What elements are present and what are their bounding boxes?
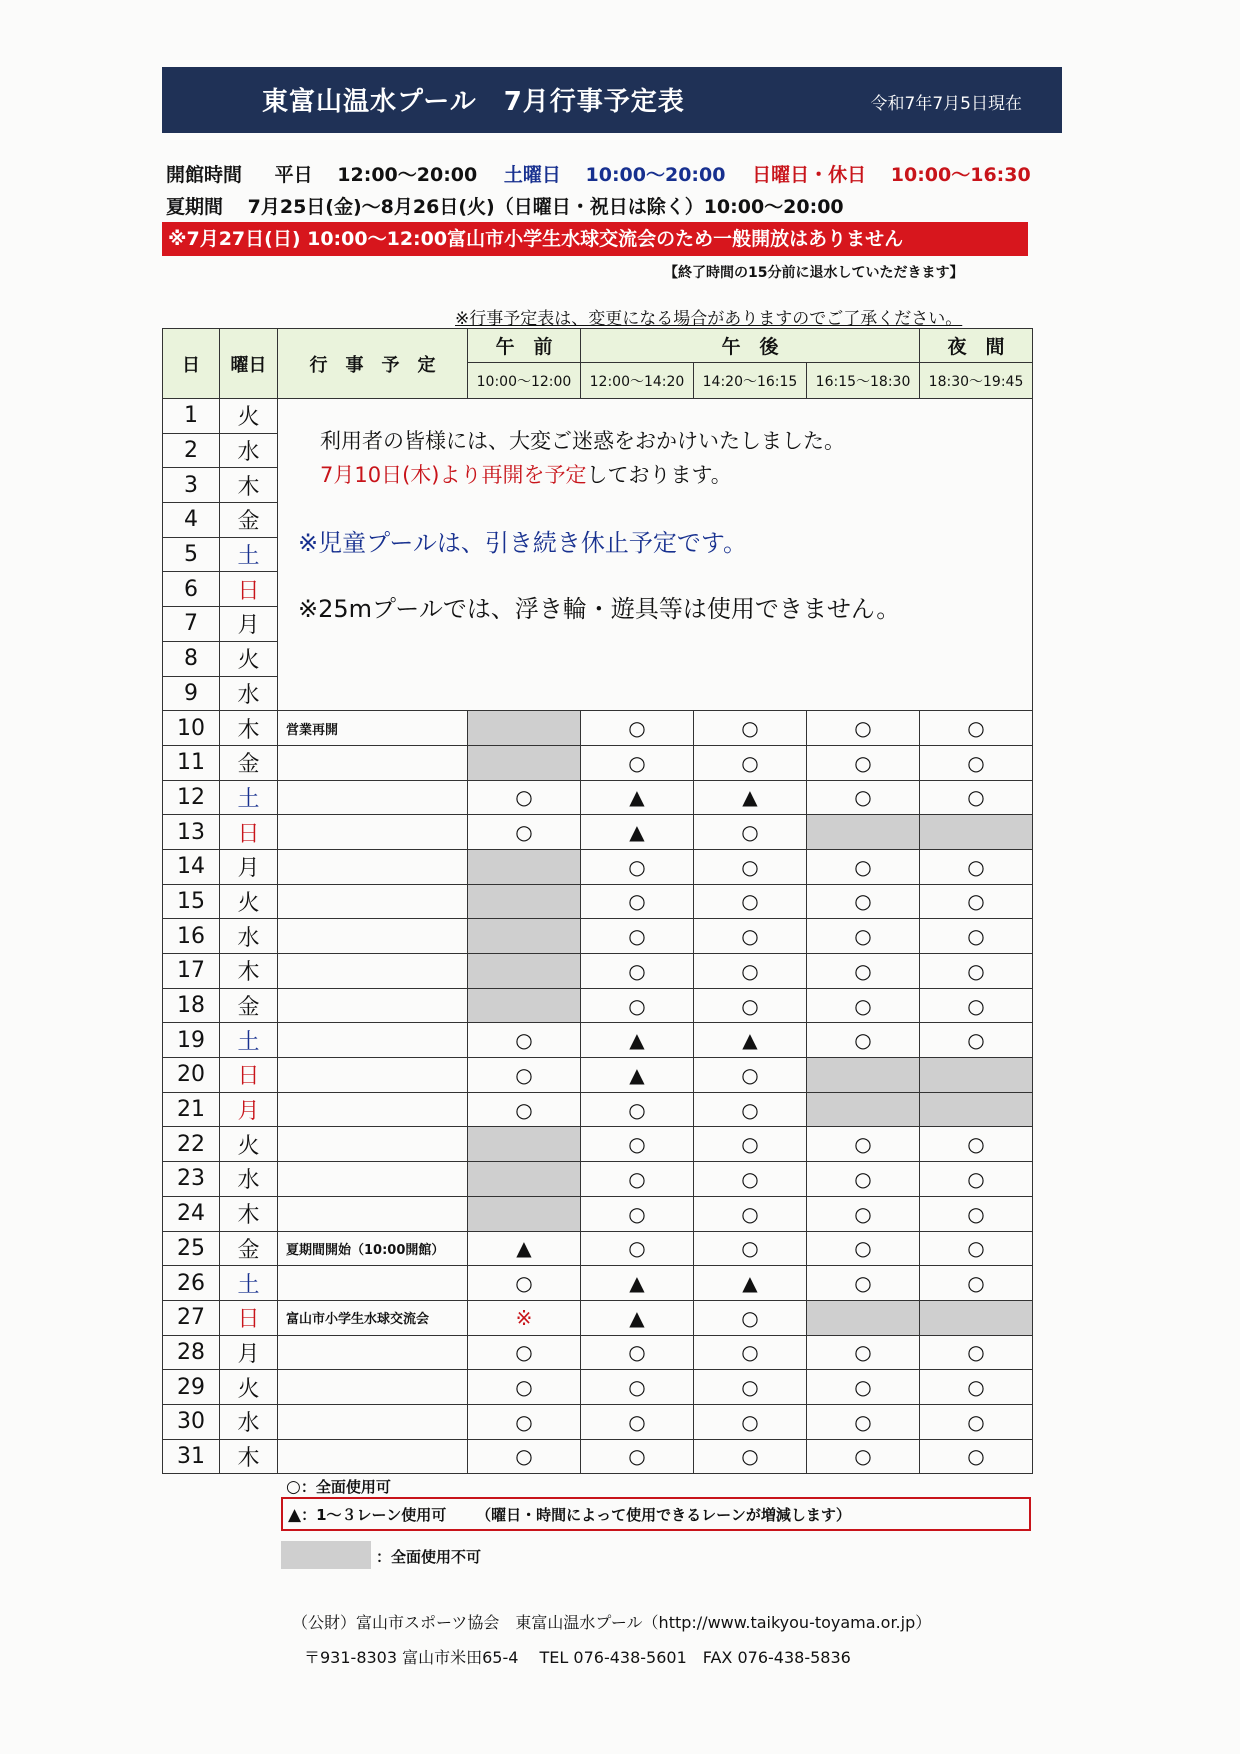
weekday-cell: 土	[220, 537, 278, 572]
slot-available: ○	[920, 711, 1033, 746]
table-row	[163, 1058, 1033, 1093]
slot-available: ○	[581, 1370, 694, 1405]
event-cell	[278, 1162, 468, 1197]
hours-label: 開館時間	[166, 164, 243, 186]
slot-available: ○	[468, 1439, 581, 1474]
slot-unavailable	[468, 1196, 581, 1231]
slot-partial: ▲	[581, 1266, 694, 1301]
slot-available: ○	[807, 1370, 920, 1405]
day-cell: 2	[163, 433, 220, 468]
summer-text: 7月25日(金)～8月26日(火)（日曜日・祝日は除く）10:00～20:00	[247, 196, 844, 218]
weekday-cell: 日	[220, 1300, 278, 1335]
slot-available: ○	[581, 1092, 694, 1127]
day-cell: 23	[163, 1162, 220, 1197]
table-row	[163, 1023, 1033, 1058]
day-cell: 13	[163, 815, 220, 850]
slot-available: ○	[468, 1404, 581, 1439]
table-row	[163, 1196, 1033, 1231]
slot-available: ○	[807, 1023, 920, 1058]
event-cell	[278, 919, 468, 954]
slot-available: ○	[468, 1092, 581, 1127]
slot-available: ○	[920, 849, 1033, 884]
slot-partial: ▲	[694, 1023, 807, 1058]
event-cell	[278, 849, 468, 884]
slot-available: ○	[581, 1231, 694, 1266]
slot-available: ○	[807, 884, 920, 919]
table-row	[163, 1231, 1033, 1266]
weekday-cell: 水	[220, 433, 278, 468]
day-cell: 11	[163, 745, 220, 780]
slot-available: ○	[807, 711, 920, 746]
day-cell: 25	[163, 1231, 220, 1266]
slot-available: ○	[694, 1300, 807, 1335]
slot-unavailable	[807, 1300, 920, 1335]
slot-available: ○	[694, 1127, 807, 1162]
weekday-cell: 木	[220, 954, 278, 989]
table-row	[163, 1162, 1033, 1197]
event-cell	[278, 1335, 468, 1370]
weekday-cell: 金	[220, 503, 278, 538]
slot-partial: ▲	[694, 780, 807, 815]
event-cell: 夏期間開始（10:00開館）	[278, 1231, 468, 1266]
weekday-cell: 月	[220, 607, 278, 642]
event-cell	[278, 1439, 468, 1474]
legend-gray-swatch	[281, 1541, 371, 1569]
table-row	[163, 1300, 1033, 1335]
day-cell: 26	[163, 1266, 220, 1301]
saturday-time: 10:00～20:00	[585, 164, 726, 186]
day-cell: 1	[163, 399, 220, 434]
col-header-afternoon: 午 後	[581, 329, 920, 363]
slot-available: ○	[920, 884, 1033, 919]
day-cell: 17	[163, 954, 220, 989]
day-cell: 12	[163, 780, 220, 815]
event-cell	[278, 1404, 468, 1439]
slot-available: ○	[920, 1404, 1033, 1439]
weekday-cell: 火	[220, 399, 278, 434]
slot-available: ○	[807, 849, 920, 884]
slot-available: ○	[920, 1127, 1033, 1162]
slot-available: ○	[920, 1231, 1033, 1266]
day-cell: 27	[163, 1300, 220, 1335]
weekday-cell: 木	[220, 711, 278, 746]
slot-partial: ▲	[468, 1231, 581, 1266]
table-row	[163, 815, 1033, 850]
table-row	[163, 988, 1033, 1023]
event-cell	[278, 745, 468, 780]
table-row	[163, 745, 1033, 780]
col-header-event: 行 事 予 定	[278, 329, 468, 399]
slot-available: ○	[920, 919, 1033, 954]
slot-available: ○	[581, 849, 694, 884]
event-cell	[278, 780, 468, 815]
weekday-cell: 月	[220, 849, 278, 884]
slot-available: ○	[581, 1439, 694, 1474]
day-cell: 30	[163, 1404, 220, 1439]
slot-available: ○	[468, 815, 581, 850]
slot-unavailable	[468, 988, 581, 1023]
slot-available: ○	[920, 1266, 1033, 1301]
weekday-cell: 火	[220, 884, 278, 919]
notice-line-2-rest: しております。	[586, 463, 732, 487]
day-cell: 20	[163, 1058, 220, 1093]
slot-available: ○	[581, 954, 694, 989]
day-cell: 4	[163, 503, 220, 538]
event-cell	[278, 1092, 468, 1127]
table-row	[163, 1370, 1033, 1405]
notice-reopen-date: 7月10日(木)より再開を予定	[320, 463, 587, 487]
legend-triangle	[288, 1504, 851, 1525]
slot-available: ○	[694, 954, 807, 989]
weekday-cell: 水	[220, 1404, 278, 1439]
weekday-cell: 木	[220, 468, 278, 503]
weekday-cell: 日	[220, 572, 278, 607]
event-cell: 富山市小学生水球交流会	[278, 1300, 468, 1335]
event-cell: 営業再開	[278, 711, 468, 746]
weekday-cell: 水	[220, 1162, 278, 1197]
table-row	[163, 1404, 1033, 1439]
saturday-label: 土曜日	[503, 164, 561, 186]
weekday-cell: 金	[220, 745, 278, 780]
weekday-cell: 木	[220, 1196, 278, 1231]
table-row	[163, 711, 1033, 746]
slot-available: ○	[807, 919, 920, 954]
slot-available: ○	[807, 1127, 920, 1162]
schedule-table	[162, 328, 1033, 1474]
slot-header-5: 18:30～19:45	[920, 363, 1033, 399]
slot-header-3: 14:20～16:15	[694, 363, 807, 399]
slot-partial: ▲	[581, 1058, 694, 1093]
slot-available: ○	[581, 919, 694, 954]
table-row	[163, 1335, 1033, 1370]
sunday-time: 10:00～16:30	[890, 164, 1031, 186]
slot-unavailable	[920, 1092, 1033, 1127]
slot-available: ○	[694, 1231, 807, 1266]
slot-available: ○	[694, 1404, 807, 1439]
slot-partial: ▲	[581, 780, 694, 815]
col-header-night: 夜 間	[920, 329, 1033, 363]
slot-available: ○	[694, 1335, 807, 1370]
slot-available: ○	[807, 1162, 920, 1197]
slot-available: ○	[807, 780, 920, 815]
slot-unavailable	[468, 884, 581, 919]
table-row	[163, 399, 1033, 434]
slot-available: ○	[581, 1162, 694, 1197]
schedule-change-note: ※行事予定表は、変更になる場合がありますのでご了承ください。	[455, 309, 963, 329]
slot-available: ○	[807, 1404, 920, 1439]
weekday-cell: 日	[220, 1058, 278, 1093]
table-row	[163, 849, 1033, 884]
slot-available: ○	[807, 1335, 920, 1370]
slot-available: ○	[694, 1196, 807, 1231]
slot-available: ○	[694, 849, 807, 884]
weekday-cell: 木	[220, 1439, 278, 1474]
table-row	[163, 1266, 1033, 1301]
slot-partial: ▲	[581, 1300, 694, 1335]
slot-unavailable	[807, 1092, 920, 1127]
legend-circle	[286, 1476, 391, 1497]
weekday-cell: 土	[220, 780, 278, 815]
page-title: 東富山温水プール 7月行事予定表	[262, 87, 685, 117]
day-cell: 6	[163, 572, 220, 607]
table-row	[163, 780, 1033, 815]
slot-header-2: 12:00～14:20	[581, 363, 694, 399]
event-cell	[278, 1266, 468, 1301]
event-cell	[278, 954, 468, 989]
event-cell	[278, 1023, 468, 1058]
weekday-cell: 土	[220, 1023, 278, 1058]
event-cell	[278, 1196, 468, 1231]
slot-available: ○	[920, 1162, 1033, 1197]
slot-partial: ▲	[694, 1266, 807, 1301]
return-time-note: 【終了時間の15分前に退水していただきます】	[664, 265, 964, 281]
day-cell: 29	[163, 1370, 220, 1405]
slot-available: ○	[468, 1335, 581, 1370]
slot-available: ○	[581, 745, 694, 780]
slot-available: ○	[694, 988, 807, 1023]
slot-available: ○	[920, 1335, 1033, 1370]
day-cell: 5	[163, 537, 220, 572]
day-cell: 15	[163, 884, 220, 919]
slot-available: ○	[694, 919, 807, 954]
day-cell: 9	[163, 676, 220, 711]
slot-unavailable	[468, 1162, 581, 1197]
slot-available: ○	[694, 1370, 807, 1405]
slot-available: ○	[694, 815, 807, 850]
legend-triangle-note: （曜日・時間によって使用できるレーンが増減します）	[476, 1506, 851, 1524]
slot-available: ○	[581, 1404, 694, 1439]
table-row	[163, 1092, 1033, 1127]
weekday-label: 平日	[274, 164, 313, 186]
slot-unavailable	[920, 1058, 1033, 1093]
legend-gray-text: ：全面使用不可	[376, 1548, 482, 1566]
weekday-cell: 土	[220, 1266, 278, 1301]
table-row	[163, 954, 1033, 989]
slot-available: ○	[468, 1370, 581, 1405]
slot-available: ○	[581, 988, 694, 1023]
summer-label: 夏期間	[166, 196, 224, 218]
table-row	[163, 919, 1033, 954]
slot-available: ○	[468, 1266, 581, 1301]
event-cell	[278, 1127, 468, 1162]
event-cell	[278, 884, 468, 919]
slot-available: ○	[694, 711, 807, 746]
day-cell: 24	[163, 1196, 220, 1231]
day-cell: 21	[163, 1092, 220, 1127]
col-header-morning: 午 前	[468, 329, 581, 363]
notice-line-2	[320, 459, 732, 489]
slot-unavailable	[807, 1058, 920, 1093]
slot-reserved: ※	[468, 1300, 581, 1335]
day-cell: 10	[163, 711, 220, 746]
slot-available: ○	[807, 1231, 920, 1266]
slot-available: ○	[920, 1439, 1033, 1474]
slot-available: ○	[807, 1439, 920, 1474]
slot-available: ○	[694, 1162, 807, 1197]
day-cell: 14	[163, 849, 220, 884]
slot-available: ○	[920, 1370, 1033, 1405]
day-cell: 31	[163, 1439, 220, 1474]
table-row	[163, 884, 1033, 919]
slot-available: ○	[694, 1092, 807, 1127]
day-cell: 3	[163, 468, 220, 503]
slot-unavailable	[468, 711, 581, 746]
event-cell	[278, 1058, 468, 1093]
slot-available: ○	[807, 988, 920, 1023]
as-of-date: 令和7年7月5日現在	[870, 94, 1022, 114]
summer-period-row	[166, 192, 844, 219]
event-cell	[278, 1370, 468, 1405]
weekday-time: 12:00～20:00	[337, 164, 478, 186]
closure-notice-bar: ※7月27日(日) 10:00～12:00富山市小学生水球交流会のため一般開放はありません	[162, 222, 1028, 256]
day-cell: 16	[163, 919, 220, 954]
event-cell	[278, 988, 468, 1023]
weekday-cell: 水	[220, 676, 278, 711]
slot-available: ○	[468, 1023, 581, 1058]
sunday-label: 日曜日・休日	[752, 164, 867, 186]
slot-available: ○	[920, 745, 1033, 780]
slot-available: ○	[694, 745, 807, 780]
notice-line-1: 利用者の皆様には、大変ご迷惑をおかけいたしました。	[320, 429, 845, 453]
weekday-cell: 金	[220, 1231, 278, 1266]
closure-notice	[278, 399, 1033, 711]
slot-header-1: 10:00～12:00	[468, 363, 581, 399]
slot-header-4: 16:15～18:30	[807, 363, 920, 399]
slot-unavailable	[807, 815, 920, 850]
slot-available: ○	[920, 1023, 1033, 1058]
slot-available: ○	[694, 884, 807, 919]
slot-unavailable	[468, 919, 581, 954]
day-cell: 7	[163, 607, 220, 642]
schedule-body	[163, 399, 1033, 1474]
slot-available: ○	[920, 1196, 1033, 1231]
slot-partial: ▲	[581, 1023, 694, 1058]
slot-unavailable	[468, 849, 581, 884]
slot-available: ○	[581, 711, 694, 746]
header-bar	[162, 67, 1062, 133]
slot-available: ○	[807, 1266, 920, 1301]
slot-unavailable	[468, 745, 581, 780]
legend-circle-symbol: ○	[286, 1477, 301, 1497]
weekday-cell: 火	[220, 1370, 278, 1405]
slot-unavailable	[920, 1300, 1033, 1335]
slot-unavailable	[468, 1127, 581, 1162]
event-cell	[278, 815, 468, 850]
opening-hours-row	[166, 160, 1031, 187]
footer-organization: （公財）富山市スポーツ協会 東富山温水プール（http://www.taikyou-toyama.or.jp）	[292, 1613, 932, 1632]
slot-partial: ▲	[581, 815, 694, 850]
weekday-cell: 日	[220, 815, 278, 850]
legend-triangle-text: ：1～３レーン使用可	[301, 1506, 447, 1524]
notice-line-3: ※児童プールは、引き続き休止予定です。	[298, 529, 747, 557]
slot-available: ○	[920, 988, 1033, 1023]
slot-available: ○	[468, 780, 581, 815]
slot-available: ○	[920, 780, 1033, 815]
footer-address: 〒931-8303 富山市米田65-4 TEL 076-438-5601 FAX 076-438-5836	[304, 1648, 851, 1667]
slot-unavailable	[468, 954, 581, 989]
slot-available: ○	[581, 884, 694, 919]
slot-available: ○	[694, 1058, 807, 1093]
slot-available: ○	[807, 745, 920, 780]
slot-available: ○	[468, 1058, 581, 1093]
slot-unavailable	[920, 815, 1033, 850]
day-cell: 19	[163, 1023, 220, 1058]
notice-line-4: ※25mプールでは、浮き輪・遊具等は使用できません。	[298, 595, 901, 623]
weekday-cell: 火	[220, 641, 278, 676]
day-cell: 28	[163, 1335, 220, 1370]
slot-available: ○	[694, 1439, 807, 1474]
day-cell: 18	[163, 988, 220, 1023]
legend-triangle-symbol: ▲	[288, 1505, 302, 1525]
weekday-cell: 水	[220, 919, 278, 954]
weekday-cell: 金	[220, 988, 278, 1023]
col-header-day: 日	[163, 329, 220, 399]
slot-available: ○	[920, 954, 1033, 989]
weekday-cell: 月	[220, 1092, 278, 1127]
slot-available: ○	[807, 1196, 920, 1231]
table-row	[163, 1127, 1033, 1162]
table-row	[163, 1439, 1033, 1474]
weekday-cell: 月	[220, 1335, 278, 1370]
weekday-cell: 火	[220, 1127, 278, 1162]
slot-available: ○	[807, 954, 920, 989]
col-header-weekday: 曜日	[220, 329, 278, 399]
slot-available: ○	[581, 1196, 694, 1231]
day-cell: 8	[163, 641, 220, 676]
legend-circle-text: ：全面使用可	[300, 1478, 391, 1496]
slot-available: ○	[581, 1127, 694, 1162]
day-cell: 22	[163, 1127, 220, 1162]
slot-available: ○	[581, 1335, 694, 1370]
